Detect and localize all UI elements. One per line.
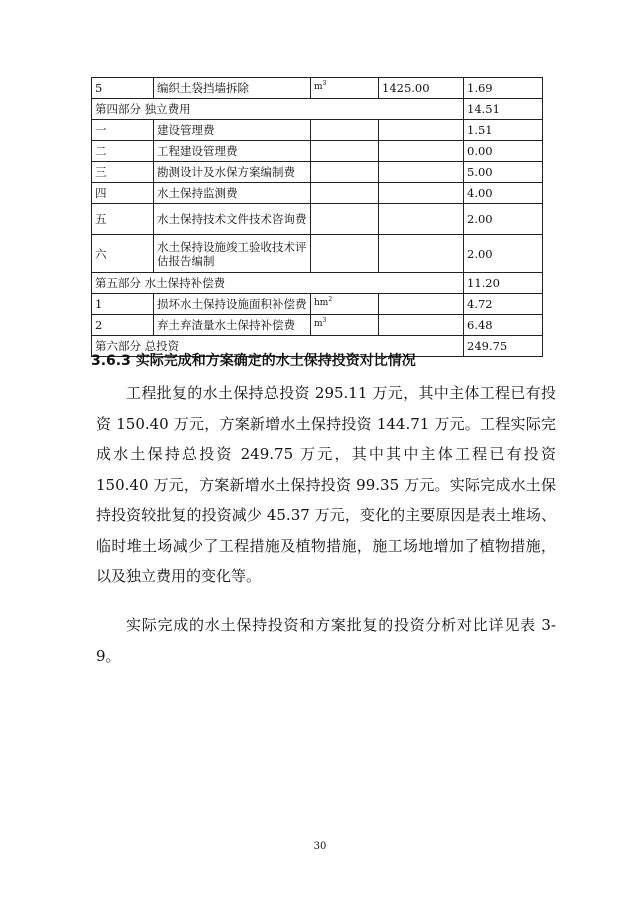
item-unit: $m^3$ [311, 315, 379, 336]
row-number: 5 [92, 78, 154, 99]
item-amount: 4.00 [464, 183, 543, 204]
section-amount: 14.51 [464, 99, 543, 120]
row-number: 五 [92, 204, 154, 235]
item-quantity [379, 162, 464, 183]
item-name: 水土保持设施竣工验收技术评估报告编制 [154, 235, 311, 273]
item-quantity [379, 120, 464, 141]
row-number: 六 [92, 235, 154, 273]
item-amount: 2.00 [464, 235, 543, 273]
item-name: 勘测设计及水保方案编制费 [154, 162, 311, 183]
item-name: 水土保持监测费 [154, 183, 311, 204]
table-row [92, 315, 543, 336]
row-number: 二 [92, 141, 154, 162]
row-number: 1 [92, 294, 154, 315]
body-paragraph: 实际完成的水土保持投资和方案批复的投资分析对比详见表 3-9。 [96, 616, 556, 665]
item-name: 损坏水土保持设施面积补偿费 [154, 294, 311, 315]
investment-table [91, 77, 543, 357]
section-amount: 11.20 [464, 273, 543, 294]
item-amount: 2.00 [464, 204, 543, 235]
table-row [92, 141, 543, 162]
item-unit: $hm^2$ [311, 294, 379, 315]
item-unit [311, 162, 379, 183]
item-amount: 6.48 [464, 315, 543, 336]
item-quantity [379, 315, 464, 336]
row-number: 一 [92, 120, 154, 141]
section-title: 第五部分 水土保持补偿费 [92, 273, 464, 294]
section-amount: 249.75 [464, 336, 543, 357]
row-number: 2 [92, 315, 154, 336]
section-row [92, 273, 543, 294]
item-name: 建设管理费 [154, 120, 311, 141]
item-quantity [379, 294, 464, 315]
table-row [92, 78, 543, 99]
item-unit: $m^3$ [311, 78, 379, 99]
item-amount: 4.72 [464, 294, 543, 315]
item-amount: 5.00 [464, 162, 543, 183]
item-name: 弃土弃渣量水土保持补偿费 [154, 315, 311, 336]
item-amount: 1.69 [464, 78, 543, 99]
section-heading: 3.6.3 实际完成和方案确定的水土保持投资对比情况 [91, 353, 416, 369]
item-unit [311, 183, 379, 204]
table-row [92, 162, 543, 183]
table-row [92, 294, 543, 315]
body-paragraph: 工程批复的水土保持总投资 295.11 万元，其中主体工程已有投资 150.40 万元，方案新增水土保持投资 144.71 万元。工程实际完成水土保持总投资 249.75 万元，其中其中主体工程已有投资 150.40 万元，方案新增水土保持投资 99.35 万元。实际完成水土保持投资较批复的投资减少 45.37 万元，变化的主要原因是表土堆场、临时堆土场减少了工程措施及植物措施，施工场地增加了植物措施，以及独立费用的变化等。 [96, 384, 556, 585]
section-title: 第四部分 独立费用 [92, 99, 464, 120]
table-row [92, 120, 543, 141]
item-quantity [379, 204, 464, 235]
row-number: 三 [92, 162, 154, 183]
item-quantity: 1425.00 [379, 78, 464, 99]
item-unit [311, 120, 379, 141]
item-amount: 1.51 [464, 120, 543, 141]
item-name: 水土保持技术文件技术咨询费 [154, 204, 311, 235]
item-unit [311, 141, 379, 162]
item-unit [311, 235, 379, 273]
table-row [92, 183, 543, 204]
page-number: 30 [313, 841, 327, 852]
item-quantity [379, 183, 464, 204]
section-row [92, 99, 543, 120]
item-quantity [379, 141, 464, 162]
item-name: 工程建设管理费 [154, 141, 311, 162]
item-quantity [379, 235, 464, 273]
row-number: 四 [92, 183, 154, 204]
table-row [92, 235, 543, 273]
item-name: 编织土袋挡墙拆除 [154, 78, 311, 99]
table-row [92, 204, 543, 235]
item-unit [311, 204, 379, 235]
item-amount: 0.00 [464, 141, 543, 162]
section-title: 第六部分 总投资 [92, 336, 464, 357]
